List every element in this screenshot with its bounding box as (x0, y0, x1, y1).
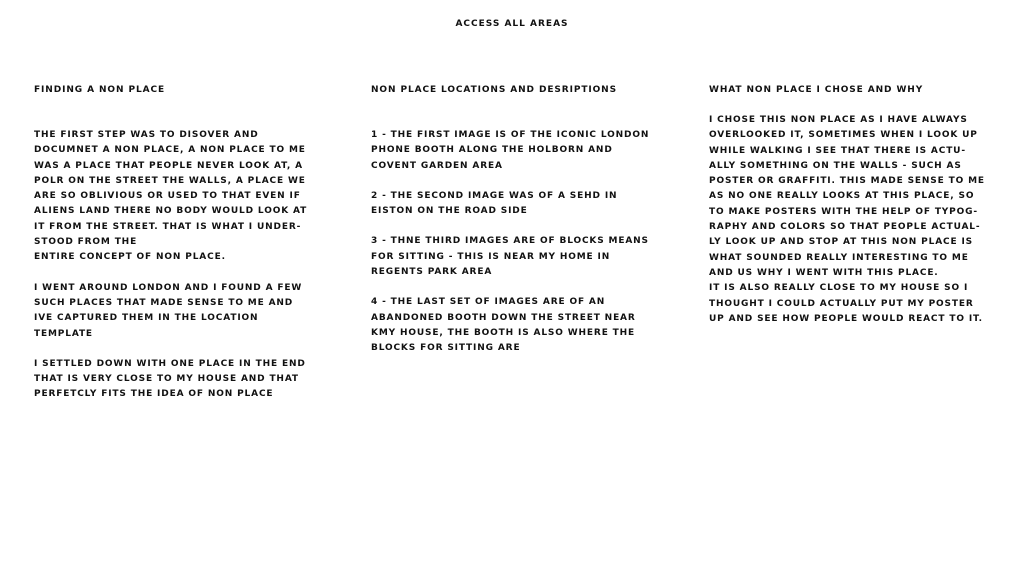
paragraph: THE FIRST STEP WAS TO DISOVER AND DOCUMNET A NON PLACE, A NON PLACE TO ME WAS A PLACE THAT PEOPLE NEVER LOOK AT, A POLR ON THE STREET THE WALLS, A PLACE WE ARE SO OBLIVIOUS OR USED TO THAT EVEN IF ALIENS LAND THERE NO BODY WOULD LOOK AT IT FROM THE STREET. THAT IS WHAT I UNDER- STOOD FROM THE ENTIRE CONCEPT OF NON PLACE. (34, 130, 308, 263)
paragraph: 3 - THNE THIRD IMAGES ARE OF BLOCKS MEANS FOR SITTING - THIS IS NEAR MY HOME IN REGENTS PARK AREA (371, 236, 649, 278)
column-heading: WHAT NON PLACE I CHOSE AND WHY (709, 85, 924, 95)
paragraph: 4 - THE LAST SET OF IMAGES ARE OF AN ABANDONED BOOTH DOWN THE STREET NEAR KMY HOUSE, THE BOOTH IS ALSO WHERE THE BLOCKS FOR SITTING ARE (371, 297, 636, 354)
paragraph: 2 - THE SECOND IMAGE WAS OF A SEHD IN EISTON ON THE ROAD SIDE (371, 190, 618, 217)
paragraph: I CHOSE THIS NON PLACE AS I HAVE ALWAYS OVERLOOKED IT, SOMETIMES WHEN I LOOK UP WHILE WALKING I SEE THAT THERE IS ACTU- ALLY SOMETHING ON THE WALLS - SUCH AS POSTER OR GRAFFITI. THIS MADE SENSE TO ME AS NO ONE REALLY LOOKS AT THIS PLACE, SO TO MAKE POSTERS WITH THE HELP OF TYPOG- RAPHY AND COLORS SO THAT PEOPLE ACTUAL- LY LOOK UP AND STOP AT THIS NON PLACE IS WHAT SOUNDED REALLY INTERESTING TO ME AND US WHY I WENT WITH THIS PLACE. IT IS ALSO REALLY CLOSE TO MY HOUSE SO I THOUGHT I COULD ACTUALLY PUT MY POSTER UP AND SEE HOW PEOPLE WOULD REACT TO IT. (709, 115, 985, 324)
page-title: ACCESS ALL AREAS (455, 19, 569, 29)
column-heading: NON PLACE LOCATIONS AND DESRIPTIONS (371, 85, 617, 95)
paragraph: I WENT AROUND LONDON AND I FOUND A FEW SUCH PLACES THAT MADE SENSE TO ME AND IVE CAPTURED THEM IN THE LOCATION TEMPLATE (34, 282, 303, 339)
column-finding-a-non-place (34, 85, 334, 403)
paragraph: 1 - THE FIRST IMAGE IS OF THE ICONIC LONDON PHONE BOOTH ALONG THE HOLBORN AND COVENT GARDEN AREA (371, 130, 650, 171)
column-locations-and-descriptions (371, 85, 671, 357)
column-heading: FINDING A NON PLACE (34, 85, 165, 95)
column-chosen-non-place (709, 85, 1009, 327)
paragraph: I SETTLED DOWN WITH ONE PLACE IN THE END THAT IS VERY CLOSE TO MY HOUSE AND THAT PERFETCLY FITS THE IDEA OF NON PLACE (34, 358, 306, 400)
